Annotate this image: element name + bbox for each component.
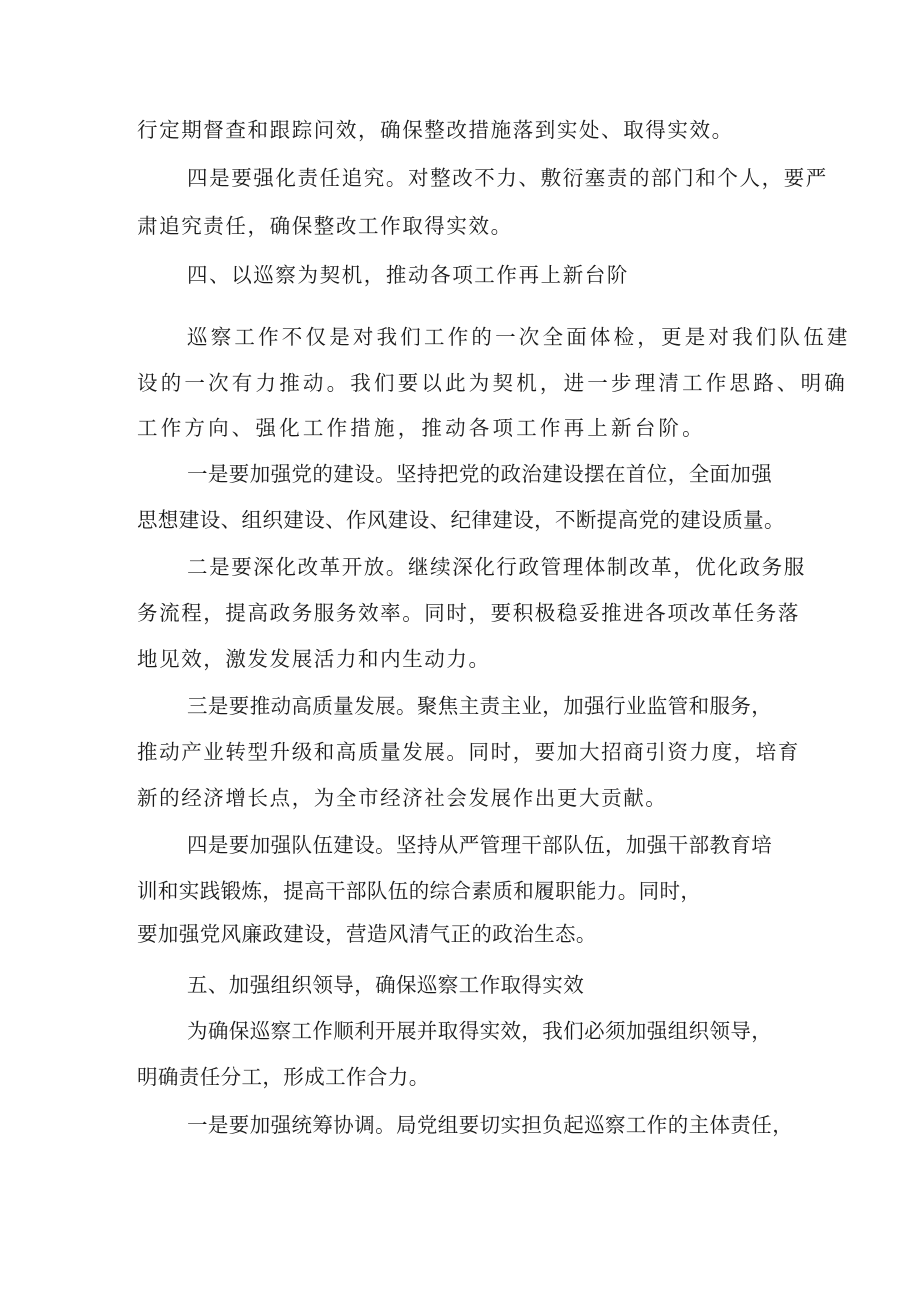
text-line: 行定期督查和跟踪问效，确保整改措施落到实处、取得实效。 bbox=[137, 118, 734, 142]
text-line: 要加强党风廉政建设，营造风清气正的政治生态。 bbox=[137, 922, 597, 946]
text-line: 训和实践锻炼，提高干部队伍的综合素质和履职能力。同时， bbox=[137, 879, 702, 903]
text-line: 明确责任分工，形成工作合力。 bbox=[137, 1065, 430, 1089]
text-line: 设的一次有力推动。我们要以此为契机，进一步理清工作思路、明确 bbox=[137, 371, 848, 395]
section-heading: 五、加强组织领导，确保巡察工作取得实效 bbox=[187, 973, 585, 997]
text-line: 一是要加强统筹协调。局党组要切实担负起巡察工作的主体责任， bbox=[187, 1113, 794, 1137]
text-line: 巡察工作不仅是对我们工作的一次全面体检，更是对我们队伍建 bbox=[187, 325, 851, 349]
text-line: 一是要加强党的建设。坚持把党的政治建设摆在首位，全面加强 bbox=[187, 462, 773, 486]
text-line: 地见效，激发发展活力和内生动力。 bbox=[137, 647, 491, 671]
text-line: 推动产业转型升级和高质量发展。同时，要加大招商引资力度，培育 bbox=[137, 740, 800, 764]
text-line: 为确保巡察工作顺利开展并取得实效，我们必须加强组织领导， bbox=[187, 1019, 773, 1043]
text-line: 二是要深化改革开放。继续深化行政管理体制改革，优化政务服 bbox=[187, 555, 806, 579]
text-line: 三是要推动高质量发展。聚焦主责主业，加强行业监管和服务， bbox=[187, 694, 773, 718]
text-line: 思想建设、组织建设、作风建设、纪律建设，不断提高党的建设质量。 bbox=[137, 508, 785, 532]
text-line: 新的经济增长点，为全市经济社会发展作出更大贡献。 bbox=[137, 786, 668, 810]
text-line: 工作方向、强化工作措施，推动各项工作再上新台阶。 bbox=[137, 416, 706, 440]
text-line: 四是要强化责任追究。对整改不力、敷衍塞责的部门和个人，要严 bbox=[187, 166, 828, 190]
section-heading: 四、以巡察为契机，推动各项工作再上新台阶 bbox=[187, 263, 629, 287]
text-line: 四是要加强队伍建设。坚持从严管理干部队伍，加强干部教育培 bbox=[187, 833, 773, 857]
text-line: 肃追究责任，确保整改工作取得实效。 bbox=[137, 214, 513, 238]
text-line: 务流程，提高政务服务效率。同时，要积极稳妥推进各项改革任务落 bbox=[137, 601, 800, 625]
